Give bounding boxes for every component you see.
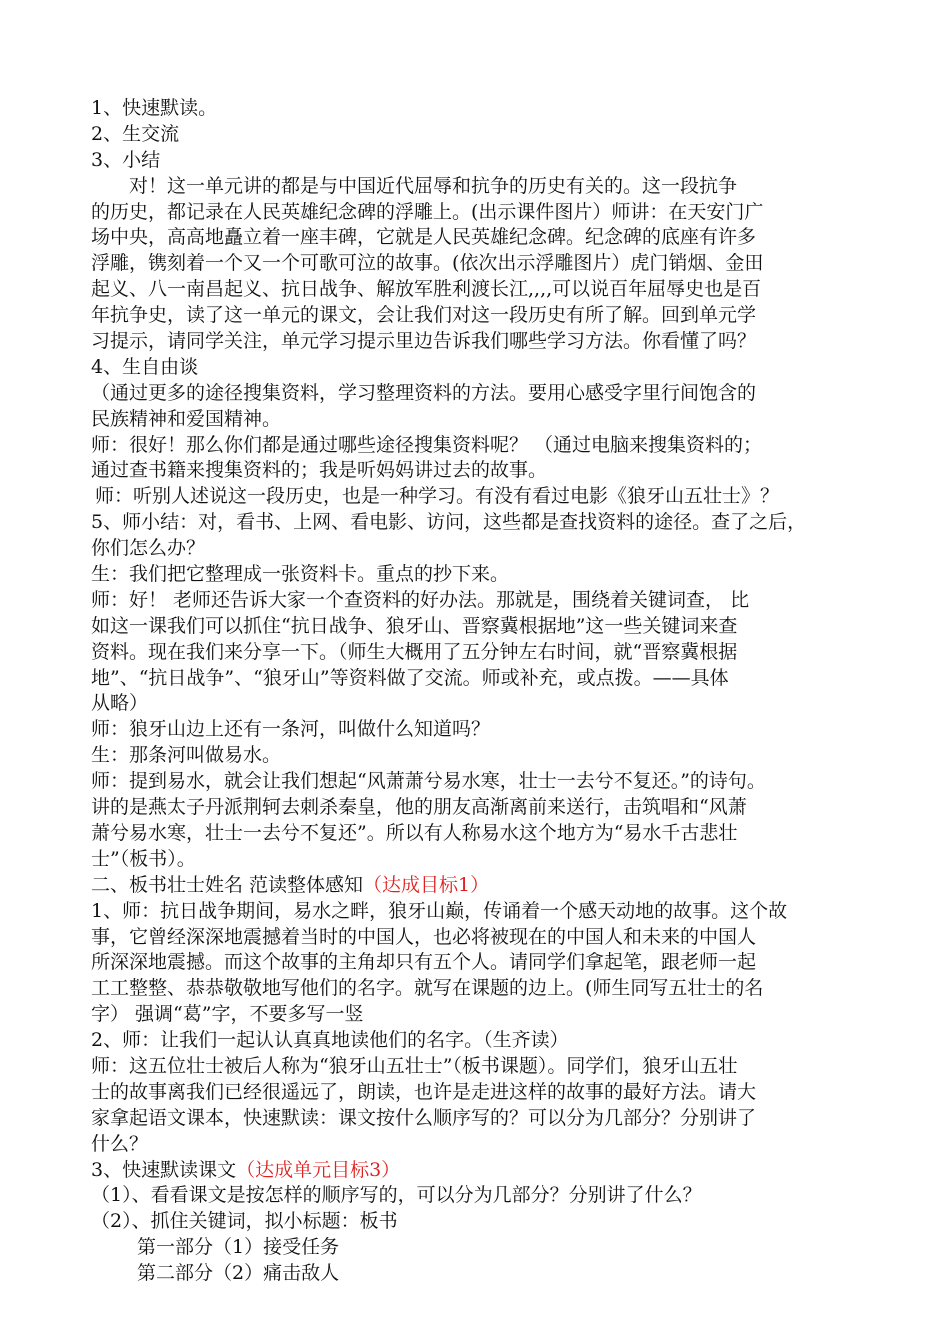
text-line-content: 师：好！ 老师还告诉大家一个查资料的好办法。那就是，围绕着关键词查， 比 <box>91 588 750 611</box>
text-line <box>91 200 859 226</box>
text-line-content: 师：狼牙山边上还有一条河，叫做什么知道吗？ <box>91 718 491 741</box>
text-line-content: 地”、“抗日战争”、“狼牙山”等资料做了交流。师或补充，或点拨。——具体 <box>91 666 729 689</box>
text-line <box>91 640 859 666</box>
text-line-content: 工工整整、恭恭敬敬地写他们的名字。就写在课题的边上。(师生同写五壮士的名 <box>91 977 764 1000</box>
text-line <box>91 1080 859 1106</box>
text-line-content: 起义、八一南昌起义、抗日战争、解放军胜利渡长江,,,,可以说百年屈辱史也是百 <box>91 278 762 301</box>
text-line-content: 生：那条河叫做易水。 <box>91 744 282 767</box>
text-line <box>91 769 859 795</box>
text-line <box>91 873 859 899</box>
text-line-content: 字） 强调“葛”字，不要多写一竖 <box>91 1003 364 1026</box>
text-line-content: 2、师：让我们一起认认真真地读他们的名字。（生齐读） <box>91 1029 569 1052</box>
text-line-content: 对！这一单元讲的都是与中国近代屈辱和抗争的历史有关的。这一段抗争 <box>129 174 738 197</box>
text-line-content: 通过查书籍来搜集资料的；我是听妈妈讲过去的故事。 <box>91 459 548 482</box>
text-line <box>91 225 859 251</box>
text-line-content: 习提示，请同学关注，单元学习提示里边告诉我们哪些学习方法。你看懂了吗？ <box>91 330 757 353</box>
text-line-content: 民族精神和爱国精神。 <box>91 407 282 430</box>
text-line-content: 1、快速默读。 <box>91 97 218 119</box>
text-line-content: 第一部分（1）接受任务 <box>137 1236 340 1259</box>
text-line-content: 讲的是燕太子丹派荆轲去刺杀秦皇，他的朋友高渐离前来送行，击筑唱和“风萧 <box>91 796 747 819</box>
text-line-content: 师：这五位壮士被后人称为“狼牙山五壮士”（板书课题）。同学们，狼牙山五壮 <box>91 1054 738 1077</box>
text-line-content: 事，它曾经深深地震撼着当时的中国人，也必将被现在的中国人和未来的中国人 <box>91 925 757 948</box>
text-line <box>91 1106 859 1132</box>
text-line-content: （1）、看看课文是按怎样的顺序写的，可以分为几部分？分别讲了什么？ <box>91 1184 702 1207</box>
text-line <box>91 614 859 640</box>
text-line <box>91 277 859 303</box>
text-line-content: 你们怎么办？ <box>91 537 206 560</box>
text-line-content: 4、生自由谈 <box>91 355 199 378</box>
text-line-content: 如这一课我们可以抓住“抗日战争、狼牙山、晋察冀根据地”这一些关键词来查 <box>91 614 738 637</box>
text-line <box>91 303 859 329</box>
text-line <box>91 950 859 976</box>
text-line-content: 2、生交流 <box>91 122 180 145</box>
text-line <box>91 1132 859 1158</box>
text-line <box>91 717 859 743</box>
text-line-content: 师：提到易水，就会让我们想起“风萧萧兮易水寒，壮士一去兮不复还。”的诗句。 <box>91 770 766 793</box>
text-line <box>91 536 859 562</box>
text-line-content: 所深深地震撼。而这个故事的主角却只有五个人。请同学们拿起笔，跟老师一起 <box>91 951 757 974</box>
text-line-content: 师：很好！那么你们都是通过哪些途径搜集资料呢？ （通过电脑来搜集资料的； <box>91 433 763 456</box>
text-line <box>91 1209 859 1235</box>
goal-highlight: （达成目标1） <box>363 873 490 896</box>
text-line-content: 什么？ <box>91 1132 149 1155</box>
text-line <box>91 1002 859 1028</box>
text-line <box>91 433 859 459</box>
text-line-content: 士的故事离我们已经很遥远了，朗读，也许是走进这样的故事的最好方法。请大 <box>91 1080 757 1103</box>
text-line <box>91 925 859 951</box>
text-line <box>91 510 859 536</box>
text-line-content: 1、师：抗日战争期间，易水之畔，狼牙山巅，传诵着一个感天动地的故事。这个故 <box>91 899 788 922</box>
text-line-content: （通过更多的途径搜集资料，学习整理资料的方法。要用心感受字里行间饱含的 <box>91 381 757 404</box>
text-line <box>91 847 859 873</box>
text-line-content: 资料。现在我们来分享一下。（师生大概用了五分钟左右时间，就“晋察冀根据 <box>91 640 738 663</box>
text-line-content: 士”（板书）。 <box>91 847 196 870</box>
text-line-content: 生：我们把它整理成一张资料卡。重点的抄下来。 <box>91 563 510 586</box>
text-line <box>91 1028 859 1054</box>
text-line-content: 萧兮易水寒，壮士一去兮不复还”。所以有人称易水这个地方为“易水千古悲壮 <box>91 821 738 844</box>
text-line <box>91 588 859 614</box>
text-line <box>91 795 859 821</box>
text-line <box>91 122 859 148</box>
goal-highlight: （达成单元目标3） <box>236 1158 401 1181</box>
text-line-content: 的历史，都记录在人民英雄纪念碑的浮雕上。(出示课件图片）师讲：在天安门广 <box>91 200 764 223</box>
text-line <box>91 484 859 510</box>
text-line <box>91 148 859 174</box>
text-line <box>91 1261 859 1287</box>
text-line <box>91 1183 859 1209</box>
text-line <box>91 743 859 769</box>
text-line-content: 二、板书壮士姓名 范读整体感知 <box>91 873 364 896</box>
text-line-content: 场中央，高高地矗立着一座丰碑，它就是人民英雄纪念碑。纪念碑的底座有许多 <box>91 226 757 249</box>
text-line <box>91 355 859 381</box>
text-line <box>91 407 859 433</box>
text-line <box>91 1235 859 1261</box>
text-line <box>91 251 859 277</box>
text-line <box>91 666 859 692</box>
text-line <box>91 174 859 200</box>
document-page <box>91 96 859 1287</box>
text-line-content: 从略） <box>91 692 149 715</box>
text-line <box>91 381 859 407</box>
text-line <box>91 562 859 588</box>
text-line-content: 5、师小结：对，看书、上网、看电影、访问，这些都是查找资料的途径。查了之后， <box>91 511 807 534</box>
text-line-content: 浮雕，镌刻着一个又一个可歌可泣的故事。(依次出示浮雕图片）虎门销烟、金田 <box>91 252 764 275</box>
text-line-content: 师：听别人述说这一段历史，也是一种学习。有没有看过电影《狼牙山五壮士》？ <box>95 485 780 508</box>
text-line <box>91 96 859 122</box>
text-line <box>91 1054 859 1080</box>
text-line-content: 家拿起语文课本，快速默读：课文按什么顺序写的？可以分为几部分？分别讲了 <box>91 1106 757 1129</box>
text-line <box>91 976 859 1002</box>
text-line <box>91 458 859 484</box>
text-line <box>91 329 859 355</box>
text-line-content: 3、快速默读课文 <box>91 1158 237 1181</box>
text-line-content: 年抗争史，读了这一单元的课文，会让我们对这一段历史有所了解。回到单元学 <box>91 304 757 327</box>
text-line-content: 第二部分（2）痛击敌人 <box>137 1262 340 1285</box>
text-line <box>91 821 859 847</box>
text-line <box>91 1158 859 1184</box>
text-line-content: 3、小结 <box>91 148 161 171</box>
text-line <box>91 899 859 925</box>
text-line-content: （2）、抓住关键词，拟小标题：板书 <box>91 1210 398 1233</box>
text-line <box>91 691 859 717</box>
